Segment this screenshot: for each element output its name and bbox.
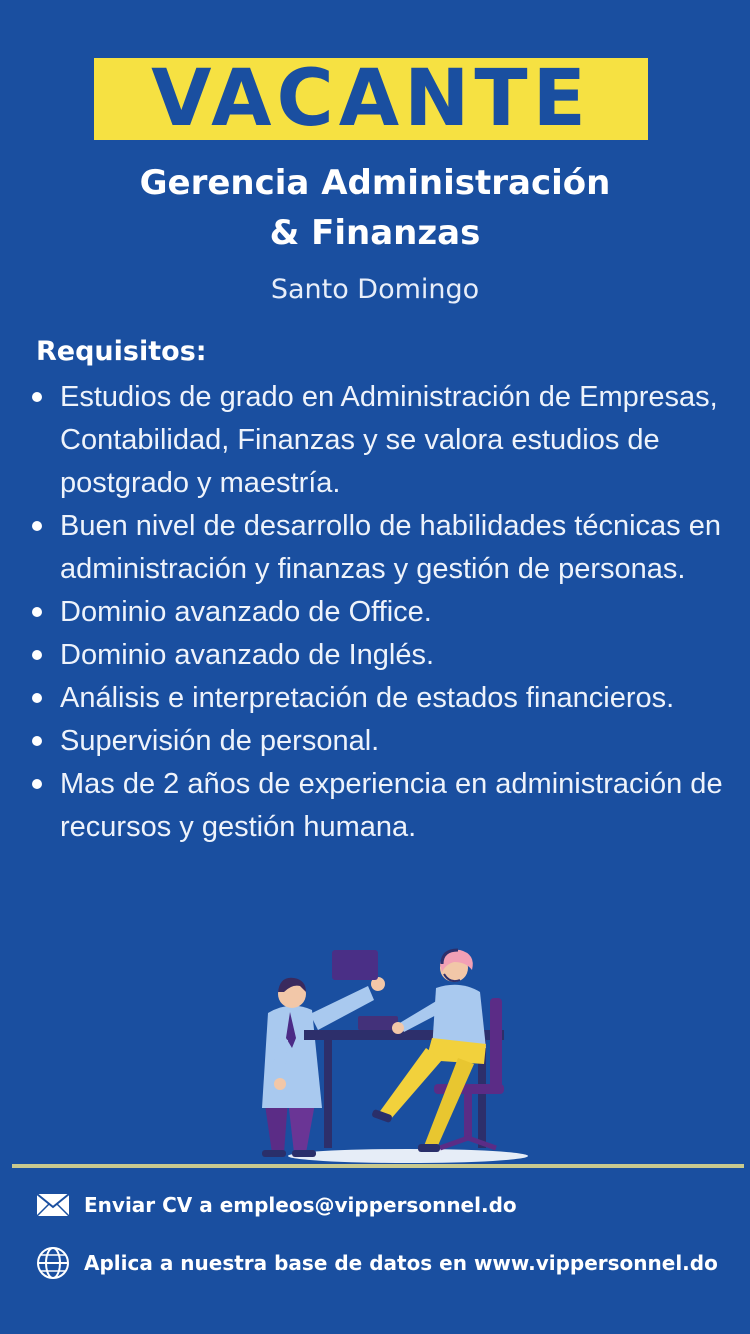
requirements-heading: Requisitos: xyxy=(36,336,207,367)
bullet-icon xyxy=(32,607,42,617)
website-contact-text: Aplica a nuestra base de datos en www.vippersonnel.do xyxy=(84,1251,718,1275)
requirement-item xyxy=(30,763,742,849)
bullet-icon xyxy=(32,736,42,746)
bullet-icon xyxy=(32,650,42,660)
vacancy-title: VACANTE xyxy=(151,54,591,144)
email-contact-text: Enviar CV a empleos@vippersonnel.do xyxy=(84,1193,517,1217)
requirement-text: Supervisión de personal. xyxy=(60,725,380,757)
envelope-icon xyxy=(34,1186,72,1224)
requirement-item xyxy=(30,720,742,763)
bullet-icon xyxy=(32,779,42,789)
requirement-text: Dominio avanzado de Office. xyxy=(60,596,432,628)
standing-man-figure xyxy=(262,977,385,1157)
job-location: Santo Domingo xyxy=(270,274,480,305)
requirement-text: Mas de 2 años de experiencia en administración de recursos y gestión humana. xyxy=(60,768,723,843)
job-title-line-1: Gerencia Administración xyxy=(139,163,611,203)
requirements-list xyxy=(30,376,742,849)
requirement-item xyxy=(30,677,742,720)
vacancy-banner xyxy=(94,54,648,144)
bullet-icon xyxy=(32,392,42,402)
job-title-line-2: & Finanzas xyxy=(269,213,481,253)
website-contact[interactable] xyxy=(34,1244,718,1282)
requirement-text: Buen nivel de desarrollo de habilidades técnicas en administración y finanzas y gestión de personas. xyxy=(60,510,721,585)
requirement-item xyxy=(30,505,742,591)
requirement-item xyxy=(30,376,742,505)
email-contact[interactable] xyxy=(34,1186,517,1224)
bullet-icon xyxy=(32,521,42,531)
requirement-text: Dominio avanzado de Inglés. xyxy=(60,639,435,671)
requirement-text: Análisis e interpretación de estados financieros. xyxy=(60,682,675,714)
requirement-item xyxy=(30,634,742,677)
office-workers-illustration xyxy=(228,888,538,1168)
requirement-item xyxy=(30,591,742,634)
requirement-text: Estudios de grado en Administración de Empresas, Contabilidad, Finanzas y se valora estudios de postgrado y maestría. xyxy=(60,381,718,499)
footer-divider xyxy=(12,1164,744,1168)
bullet-icon xyxy=(32,693,42,703)
globe-icon xyxy=(34,1244,72,1282)
